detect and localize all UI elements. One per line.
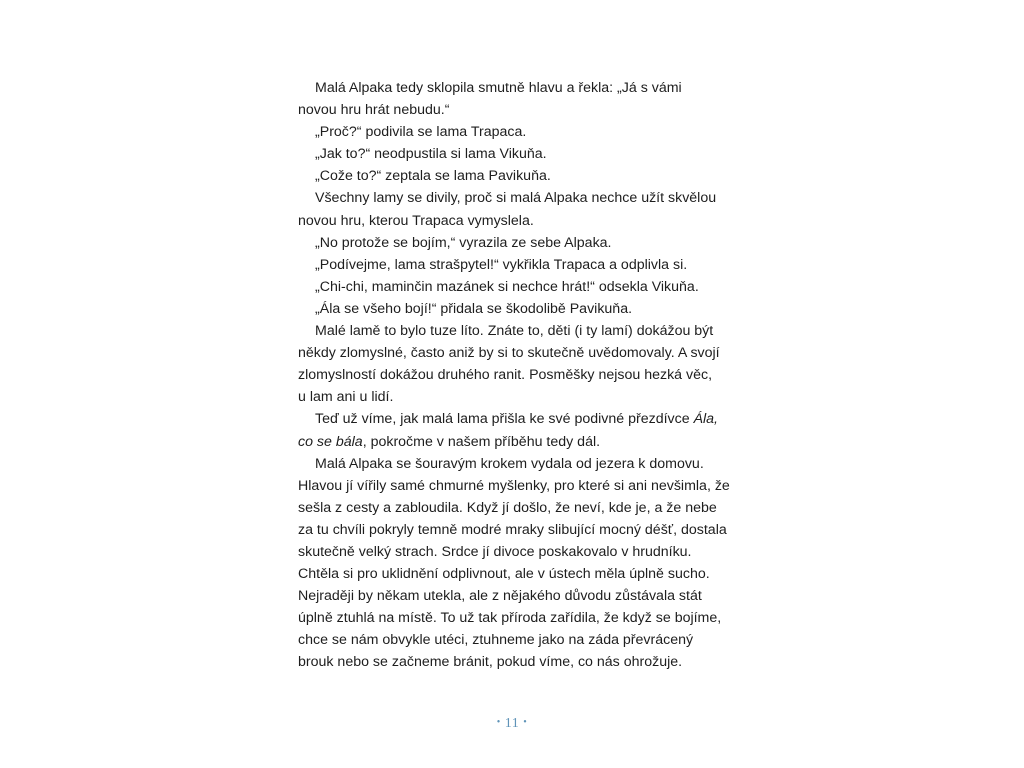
text-line: Malá Alpaka se šouravým krokem vydala od jezera k domovu.: [315, 455, 704, 472]
text-line: chce se nám obvykle utéci, ztuhneme jako na záda převrácený: [298, 632, 694, 649]
text-line: [298, 408, 728, 430]
text-line: „Cože to?“ zeptala se lama Pavikuňa.: [315, 168, 551, 185]
text-line: sešla z cesty a zabloudila. Když jí došlo, že neví, kde je, a že nebe: [298, 499, 717, 516]
text-line: někdy zlomyslné, často aniž by si to skutečně uvědomovaly. A svojí: [298, 345, 720, 362]
text-line: skutečně velký strach. Srdce jí divoce poskakovalo v hrudníku.: [298, 543, 692, 560]
italic-nickname: Ála,: [693, 411, 718, 428]
text-line: Hlavou jí vířily samé chmurné myšlenky, pro které si ani nevšimla, že: [298, 477, 730, 494]
bullet-dot-icon: •: [496, 717, 501, 728]
text-line: novou hru, kterou Trapaca vymyslela.: [298, 212, 534, 229]
text-line: „Proč?“ podivila se lama Trapaca.: [315, 124, 527, 141]
text-line: zlomyslností dokážou druhého ranit. Posměšky nejsou hezká věc,: [298, 367, 713, 384]
italic-nickname: co se bála: [298, 433, 363, 450]
text-line: Malá Alpaka tedy sklopila smutně hlavu a řekla: „Já s vámi: [315, 80, 682, 96]
text-line: úplně ztuhlá na místě. To už tak příroda zařídila, že když se bojíme,: [298, 610, 722, 627]
text-line: novou hru hrát nebudu.“: [298, 102, 450, 119]
text-line: „Podívejme, lama strašpytel!“ vykřikla Trapaca a odplivla si.: [315, 256, 688, 273]
text-line: u lam ani u lidí.: [298, 389, 394, 406]
text-line: Všechny lamy se divily, proč si malá Alpaka nechce užít skvělou: [315, 190, 717, 207]
text-line: „No protože se bojím,“ vyrazila ze sebe Alpaka.: [315, 234, 612, 251]
text-line: „Ála se všeho bojí!“ přidala se škodolibě Pavikuňa.: [315, 300, 633, 317]
text-line: brouk nebo se začneme bránit, pokud víme, co nás ohrožuje.: [298, 654, 683, 671]
body-text: [298, 77, 728, 674]
text-line: za tu chvíli pokryly temně modré mraky slibující mocný déšť, dostala: [298, 521, 727, 538]
bullet-dot-icon: •: [523, 717, 528, 728]
text-segment: , pokročme v našem příběhu tedy dál.: [362, 433, 601, 450]
text-line: [298, 431, 728, 453]
text-line: Chtěla si pro uklidnění odplivnout, ale v ústech měla úplně sucho.: [298, 566, 710, 583]
text-line: „Chi-chi, maminčin mazánek si nechce hrát!“ odsekla Vikuňa.: [315, 278, 699, 295]
text-segment: Teď už víme, jak malá lama přišla ke své podivné přezdívce: [315, 411, 694, 428]
text-line: Nejraději by někam utekla, ale z nějakého důvodu zůstávala stát: [298, 588, 702, 605]
text-line: „Jak to?“ neodpustila si lama Vikuňa.: [315, 146, 547, 163]
page-number-value: 11: [504, 716, 520, 731]
page-number: [0, 716, 1024, 732]
text-line: Malé lamě to bylo tuze líto. Znáte to, děti (i ty lamí) dokážou být: [315, 323, 714, 340]
